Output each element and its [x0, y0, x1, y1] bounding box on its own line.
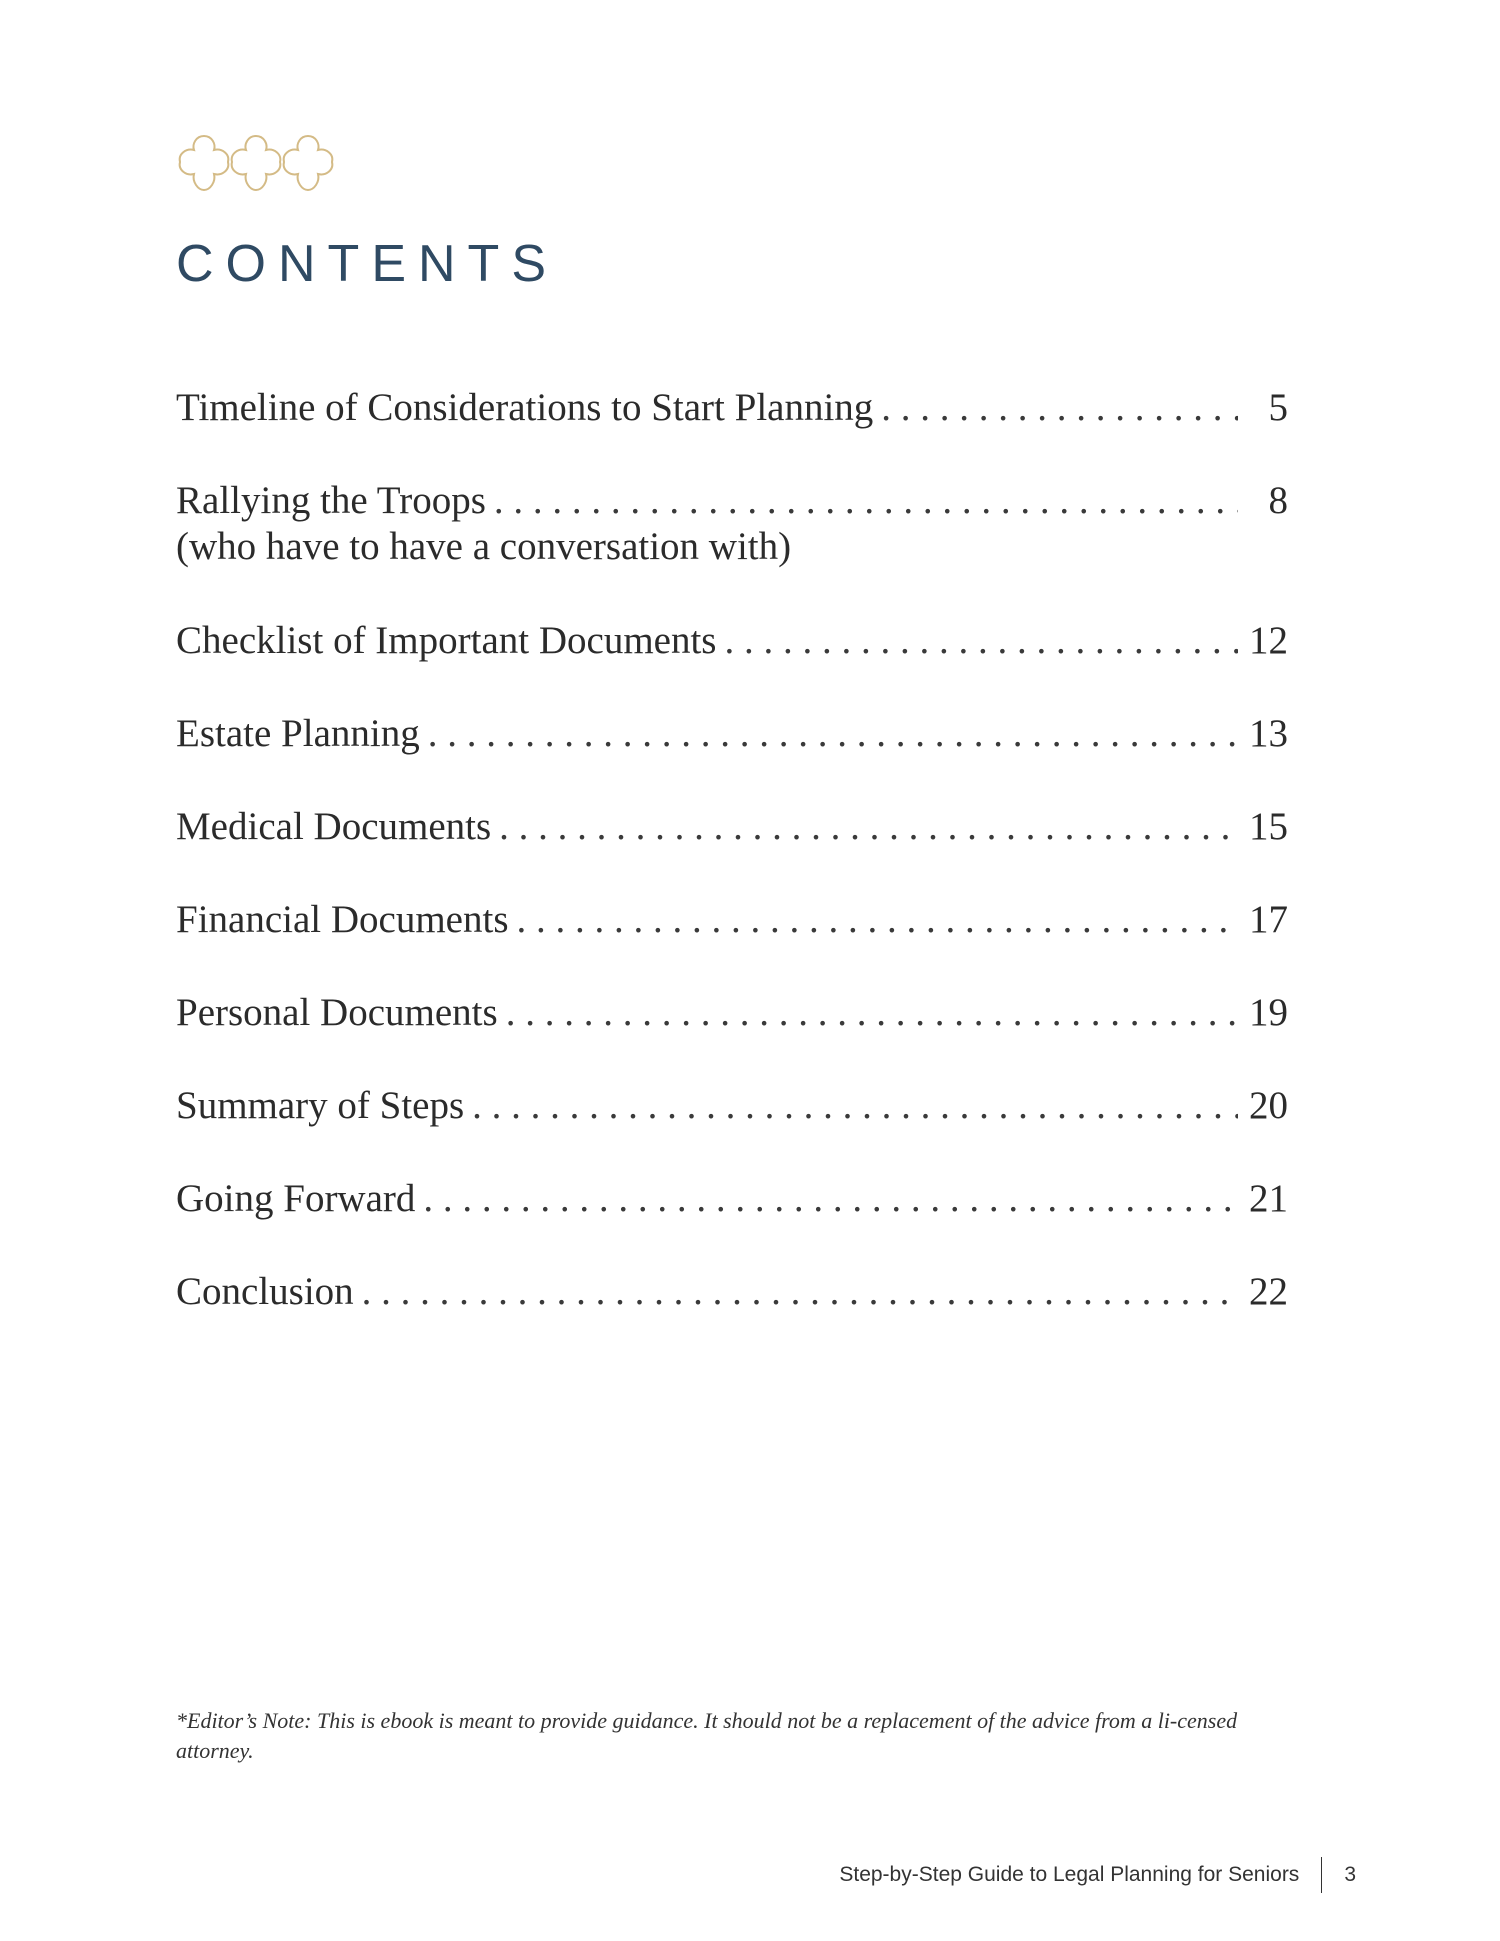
toc-entry-page: 20 — [1249, 1084, 1288, 1127]
toc-entry-title: Going Forward — [176, 1177, 416, 1220]
toc-entry-page: 15 — [1249, 805, 1288, 848]
toc-leader-dots — [724, 618, 1238, 664]
editor-note: *Editor’s Note: This is ebook is meant to provide guidance. It should not be a replacement of the advice from a li-censed attorney. — [176, 1708, 1238, 1763]
toc-entry[interactable] — [176, 618, 1288, 711]
toc-entry[interactable] — [176, 711, 1288, 804]
toc-entry[interactable] — [176, 478, 1288, 618]
footer-book-title: Step-by-Step Guide to Legal Planning for Seniors — [839, 1863, 1300, 1886]
toc-leader-dots — [472, 1083, 1238, 1129]
toc-entry-page: 19 — [1249, 991, 1288, 1034]
toc-leader-dots — [494, 478, 1238, 524]
toc-entry-title: Checklist of Important Documents — [176, 619, 717, 662]
page-title: CONTENTS — [176, 235, 558, 293]
toc-entry-page: 13 — [1249, 712, 1288, 755]
toc-entry-title: Medical Documents — [176, 805, 492, 848]
toc-entry[interactable] — [176, 897, 1288, 990]
toc-leader-dots — [362, 1269, 1238, 1315]
toc-entry-title: Summary of Steps — [176, 1084, 465, 1127]
toc-entry-title: Personal Documents — [176, 991, 498, 1034]
toc-entry-title: Rallying the Troops — [176, 479, 486, 522]
page-footer — [839, 1855, 1356, 1895]
toc-entry-title: Conclusion — [176, 1270, 354, 1313]
toc-entry[interactable] — [176, 385, 1288, 478]
decorative-ornament-icon — [176, 130, 336, 196]
footer-divider — [1321, 1857, 1322, 1893]
toc-entry[interactable] — [176, 990, 1288, 1083]
toc-leader-dots — [881, 385, 1238, 431]
toc-leader-dots — [428, 711, 1238, 757]
toc-entry-page: 5 — [1268, 386, 1288, 429]
toc-entry-page: 17 — [1249, 898, 1288, 941]
toc-entry-page: 22 — [1249, 1270, 1288, 1313]
toc-entry[interactable] — [176, 804, 1288, 897]
footer-page-number: 3 — [1344, 1863, 1356, 1886]
toc-entry[interactable] — [176, 1083, 1288, 1176]
toc-entry-title: Financial Documents — [176, 898, 509, 941]
toc-entry-page: 21 — [1249, 1177, 1288, 1220]
toc-leader-dots — [517, 897, 1238, 943]
toc-entry-page: 12 — [1249, 619, 1288, 662]
toc-entry-title: Timeline of Considerations to Start Planning — [176, 386, 874, 429]
toc-entry[interactable] — [176, 1269, 1288, 1362]
toc-leader-dots — [506, 990, 1238, 1036]
toc-entry-title: Estate Planning — [176, 712, 420, 755]
table-of-contents — [176, 385, 1288, 1362]
toc-entry-page: 8 — [1268, 479, 1288, 522]
toc-entry-subtitle: (who have to have a conversation with) — [176, 525, 792, 568]
toc-entry[interactable] — [176, 1176, 1288, 1269]
toc-leader-dots — [499, 804, 1238, 850]
toc-leader-dots — [423, 1176, 1238, 1222]
